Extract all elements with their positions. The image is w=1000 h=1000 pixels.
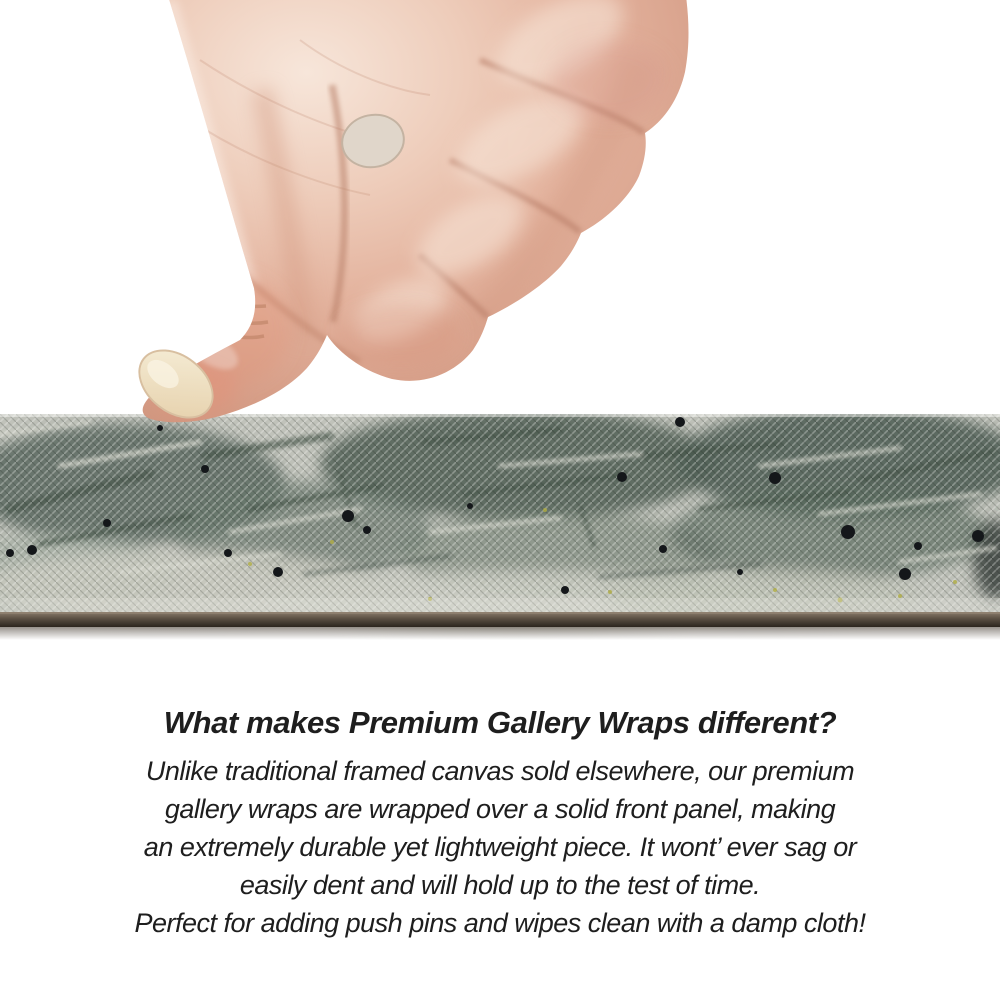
canvas-texture	[0, 414, 1000, 640]
hand-photo	[0, 0, 1000, 440]
caption-line-1: Unlike traditional framed canvas sold elsewhere, our premium	[145, 756, 855, 786]
panel-shadow	[0, 627, 1000, 640]
caption-line-2: gallery wraps are wrapped over a solid front panel, making	[164, 794, 836, 824]
caption-line-5: Perfect for adding push pins and wipes clean with a damp cloth!	[134, 908, 866, 938]
caption-heading: What makes Premium Gallery Wraps different?	[163, 705, 837, 740]
caption-line-3: an extremely durable yet lightweight piece. It wont’ ever sag or	[143, 832, 857, 862]
caption	[0, 704, 1000, 942]
panel-edge	[0, 612, 1000, 627]
hand-pressing-thumb	[0, 0, 1000, 440]
canvas-wrap-strip	[0, 414, 1000, 640]
caption-line-4: easily dent and will hold up to the test of time.	[239, 870, 761, 900]
